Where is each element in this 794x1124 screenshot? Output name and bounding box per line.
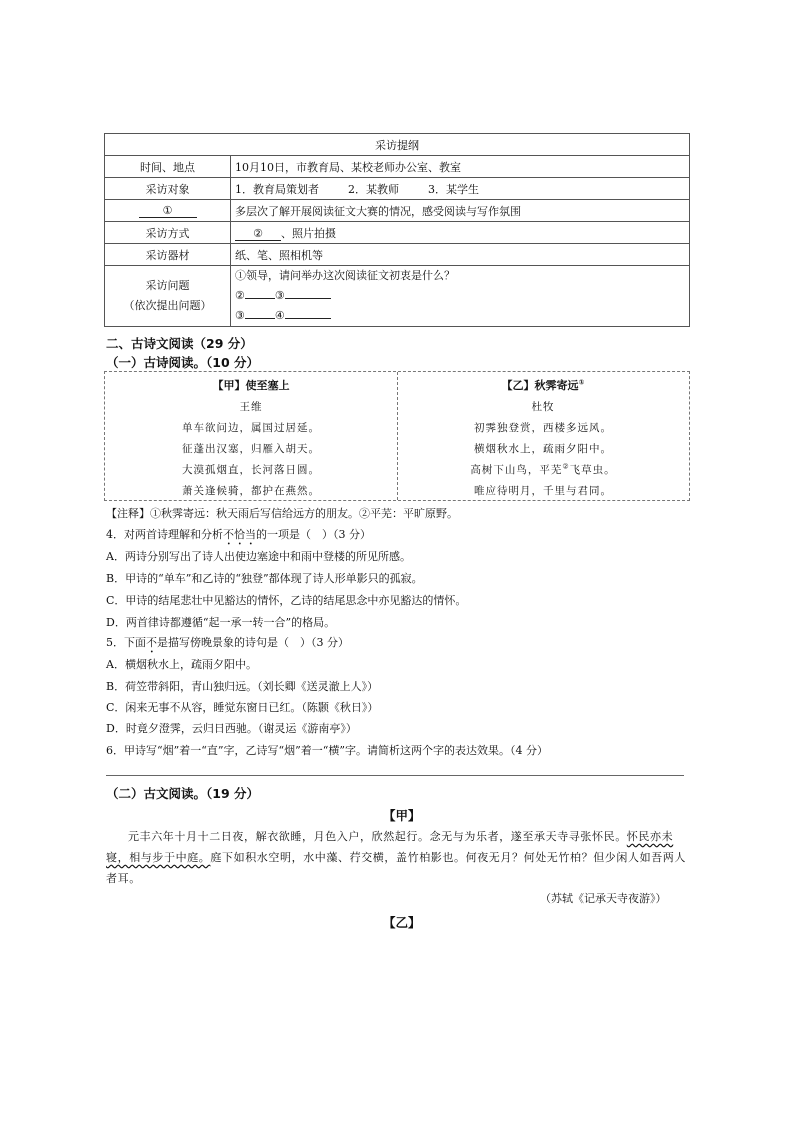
row-value: 多层次了解开展阅读征文大赛的情况，感受阅读与写作氛围: [231, 200, 690, 222]
option-c: C．甲诗的结尾悲壮中见豁达的情怀，乙诗的结尾思念中亦见豁达的情怀。: [106, 594, 467, 607]
row-value: [231, 266, 690, 327]
poem-line: 唯应待明月，千里与君同。: [474, 485, 612, 497]
poem-line: 高树下山鸟，平芜②飞草虫。: [470, 462, 616, 476]
table-row: [105, 244, 690, 266]
poem-line: 初霁独登赏，西楼多远风。: [474, 422, 612, 434]
row-value: [231, 222, 690, 244]
table-row: [105, 156, 690, 178]
table-row: [105, 266, 690, 327]
prose-paragraph: 元丰六年十月十二日夜，解衣欲睡，月色入户，欣然起行。念无与为乐者，遂至承天寺寻张怀民。怀民亦未寝，相与步于中庭。庭下如积水空明，水中藻、荇交横，盖竹柏影也。何夜无月？何处无竹柏？但少闲人如吾两人者耳。: [106, 830, 687, 885]
option-c: C．闲来无事不从容，睡觉东窗日已红。（陈颢《秋日》）: [106, 701, 379, 714]
question-num: ③: [274, 289, 285, 302]
row-value: 10月10日，市教育局、某校老师办公室、教室: [231, 156, 690, 178]
row-value-tail: 、照片拍摄: [281, 226, 336, 240]
poem-b: [397, 372, 689, 500]
questions-sublabel: （依次提出问题）: [123, 299, 212, 312]
poem-line: 征蓬出汉塞，归雁入胡天。: [182, 443, 320, 455]
table-title: 采访提纲: [105, 134, 690, 156]
prose-label: 【乙】: [383, 915, 421, 930]
row-label: 采访器材: [105, 244, 231, 266]
row-label: [105, 266, 231, 327]
table-row: [105, 178, 690, 200]
section-divider: [106, 775, 684, 776]
subsection-heading: （二）古文阅读。（19 分）: [106, 786, 259, 801]
table-row: [105, 200, 690, 222]
answer-blank-q2b[interactable]: [285, 298, 331, 299]
row-label: 采访方式: [105, 222, 231, 244]
poem-line: 萧关逢候骑，都护在燕然。: [182, 485, 320, 497]
prose-source: （苏轼《记承天寺夜游》）: [540, 892, 667, 905]
poem-title: 【乙】秋霁寄远①: [501, 378, 585, 392]
question-num: ④: [274, 309, 285, 322]
poem-a: [105, 372, 397, 500]
question-1: ①领导，请问举办这次阅读征文初衷是什么？: [235, 269, 455, 282]
option-b: B．甲诗的“单车”和乙诗的“独登”都体现了诗人形单影只的孤寂。: [106, 572, 423, 585]
interview-outline-table: [104, 133, 690, 327]
question-6: 6．甲诗写“烟”着一“直”字，乙诗写“烟”着一“横”字。请简析这两个字的表达效果。（4 分）: [106, 744, 548, 757]
emphasis-text: 不恰当: [223, 528, 256, 541]
question-5: 5．下面不是描写傍晚景象的诗句是（ ）（3 分）: [106, 636, 349, 649]
poem-line: 大漠孤烟直，长河落日圆。: [182, 464, 320, 476]
poem-line: 单车欲问边，属国过居延。: [182, 422, 320, 434]
row-label: 时间、地点: [105, 156, 231, 178]
emphasis-text: 不: [146, 636, 157, 649]
question-4: 4．对两首诗理解和分析不恰当的一项是（ ）（3 分）: [106, 528, 371, 541]
target-item: 1．教育局策划者: [235, 182, 319, 196]
section-heading: 二、古诗文阅读（29 分）: [106, 336, 253, 351]
table-row: [105, 222, 690, 244]
questions-label: 采访问题: [145, 279, 190, 292]
row-value: [231, 178, 690, 200]
target-item: 2．某教师: [348, 182, 399, 196]
option-b: B．荷笠带斜阳，青山独归远。（刘长卿《送灵澈上人》）: [106, 680, 379, 693]
option-d: D．时竟夕澄霁，云归日西驰。（谢灵运《游南亭》）: [106, 722, 357, 735]
prose-label: 【甲】: [383, 808, 421, 823]
row-label: [105, 200, 231, 222]
poem-author: 杜牧: [531, 401, 555, 413]
row-value: 纸、笔、照相机等: [231, 244, 690, 266]
option-d: D．两首律诗都遵循“起一承一转一合”的格局。: [106, 616, 336, 629]
poem-title: 【甲】使至塞上: [212, 379, 290, 392]
answer-blank-q3[interactable]: [245, 318, 275, 319]
annotation-note: 【注释】①秋霁寄远：秋天雨后写信给远方的朋友。②平芜：平旷原野。: [106, 507, 458, 520]
question-3-line: [235, 306, 685, 326]
target-item: 3．某学生: [428, 182, 479, 196]
subsection-heading: （一）古诗阅读。（10 分）: [106, 355, 259, 370]
poem-line: 横烟秋水上，疏雨夕阳中。: [474, 443, 612, 455]
question-2-line: [235, 286, 685, 306]
poem-author: 王维: [239, 401, 263, 413]
option-a: A．横烟秋水上，疏雨夕阳中。: [106, 658, 257, 671]
question-num: ②: [235, 289, 245, 302]
answer-blank-2[interactable]: ②: [235, 227, 281, 241]
option-a: A．两诗分别写出了诗人出使边塞途中和雨中登楼的所见所感。: [106, 550, 411, 563]
row-label: 采访对象: [105, 178, 231, 200]
answer-blank-q3b[interactable]: [285, 318, 331, 319]
underlined-sentence: 怀民亦未寝，相与步于中庭。: [106, 830, 674, 864]
answer-blank-q2[interactable]: [245, 298, 275, 299]
answer-blank-1[interactable]: ①: [139, 204, 197, 218]
question-num: ③: [235, 309, 245, 322]
poem-box: [104, 371, 690, 501]
